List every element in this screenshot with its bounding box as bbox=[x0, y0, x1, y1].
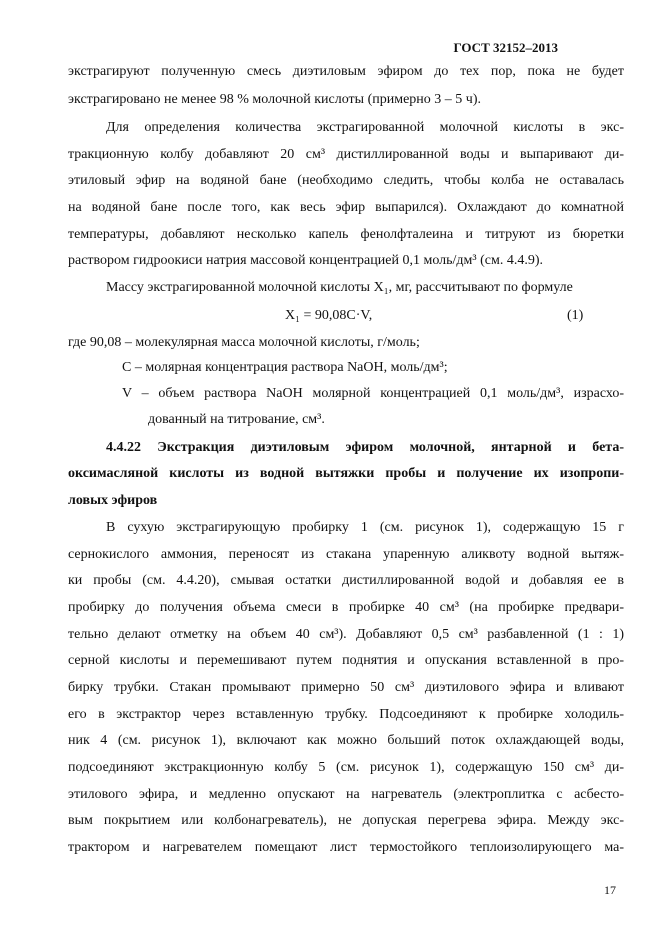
section-heading-line: 4.4.22 Экстракция диэтиловым эфиром молочной, янтарной и бета- bbox=[106, 440, 624, 455]
text-line: его в экстрактор через вставленную трубку. Подсоединяют к пробирке холодиль- bbox=[68, 707, 624, 722]
text-line: трактором и нагревателем помещают лист термостойкого теплоизолирующего ма- bbox=[68, 840, 624, 855]
text-line: температуры, добавляют несколько капель фенолфталеина и титруют из бюретки bbox=[68, 227, 624, 242]
text-line: V – объем раствора NaOH молярной концентрацией 0,1 моль/дм³, израсхо- bbox=[122, 386, 624, 401]
text-line: серной кислоты и перемешивают путем поднятия и опускания вставленной в про- bbox=[68, 653, 624, 668]
text-line: дованный на титрование, см³. bbox=[148, 412, 325, 427]
text-line: Для определения количества экстрагированной молочной кислоты в экс- bbox=[106, 120, 624, 135]
text-line: экстрагировано не менее 98 % молочной кислоты (примерно 3 – 5 ч). bbox=[68, 92, 481, 107]
text-line: вым покрытием или колбонагреватель), не допуская перегрева эфира. Между экс- bbox=[68, 813, 624, 828]
text-line: бирку трубки. Стакан промывают примерно 50 см³ диэтилового эфира и вливают bbox=[68, 680, 624, 695]
text-line: ки пробы (см. 4.4.20), смывая остатки дистиллированной водой и добавляя ее в bbox=[68, 573, 624, 588]
text-line: подсоединяют экстракционную колбу 5 (см. рисунок 1), содержащую 150 см³ ди- bbox=[68, 760, 624, 775]
text-line: пробирку до получения объема смеси в пробирке 40 см³ (на пробирке предвари- bbox=[68, 600, 624, 615]
text-line: тракционную колбу добавляют 20 см³ дистиллированной воды и выпаривают ди- bbox=[68, 147, 624, 162]
text-line: Массу экстрагированной молочной кислоты X₁, мг, рассчитывают по формуле bbox=[106, 280, 573, 295]
text-line: этиловый эфир на водяной бане (необходимо следить, чтобы колба не оставалась bbox=[68, 173, 624, 188]
text-line: ник 4 (см. рисунок 1), включают как можно больший поток охлаждающей воды, bbox=[68, 733, 624, 748]
text-line: тельно делают отметку на объем 40 см³). Добавляют 0,5 см³ разбавленной (1 : 1) bbox=[68, 627, 624, 642]
text-line: экстрагируют полученную смесь диэтиловым эфиром до тех пор, пока не будет bbox=[68, 64, 624, 79]
text-line: где 90,08 – молекулярная масса молочной кислоты, г/моль; bbox=[68, 335, 420, 350]
text-line: сернокислого аммония, переносят из стакана упаренную аликвоту водной вытяж- bbox=[68, 547, 624, 562]
document-code-header: ГОСТ 32152–2013 bbox=[453, 40, 558, 55]
section-heading-line: оксимасляной кислоты из водной вытяжки пробы и получение их изопропи- bbox=[68, 466, 624, 481]
text-line: раствором гидроокиси натрия массовой концентрацией 0,1 моль/дм³ (см. 4.4.9). bbox=[68, 253, 543, 268]
text-line: C – молярная концентрация раствора NaOH, моль/дм³; bbox=[122, 360, 448, 375]
formula-number: (1) bbox=[567, 308, 584, 323]
text-line: этилового эфира, и медленно опускают на нагреватель (электроплитка с асбесто- bbox=[68, 787, 624, 802]
page-number: 17 bbox=[604, 883, 616, 897]
text-line: на водяной бане после того, как весь эфир выпарился). Охлаждают до комнатной bbox=[68, 200, 624, 215]
section-heading-line: ловых эфиров bbox=[68, 493, 158, 508]
formula: X₁ = 90,08C·V, bbox=[285, 308, 373, 323]
text-line: В сухую экстрагирующую пробирку 1 (см. рисунок 1), содержащую 15 г bbox=[106, 520, 624, 535]
